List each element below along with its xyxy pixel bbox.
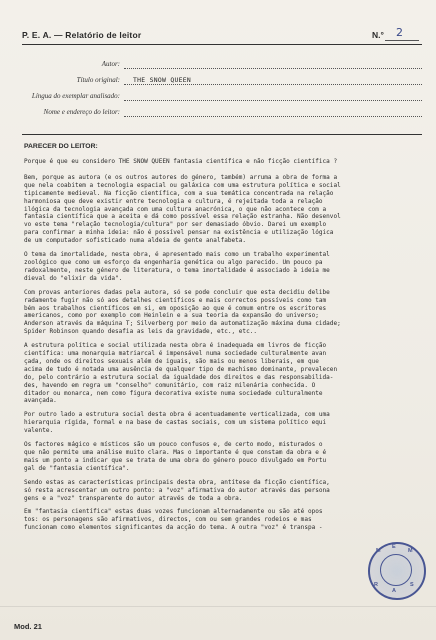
paragraph: Por outro lado a estrutura social desta obra é acentuadamente verticalizada, com uma hierarquia rígida, formal e na base de castas sociais, com um sistema político equi valente. xyxy=(24,411,330,435)
paragraph: Com provas anteriores dadas pela autora, só se pode concluir que esta decidiu delibe radamente fugir não só aos detalhes científicos e mais correctos possíveis como tam bém aos trabalhos científicos em si, em oposição ao que é comum entre os escritores americanos, como por exemplo com Heinlein e a sua teoria da expansão do universo; Anderson através da máquina T; Silverberg por meio da automatização máxima duma cidade; Spider Robinson quando desafia as leis da gravidade, etc., etc.. xyxy=(24,288,341,336)
paragraph-question: Porque é que eu considero THE SNOW QUEEN fantasia científica e não ficção científica ? xyxy=(24,158,338,165)
form-title: P. E. A. — Relatório de leitor xyxy=(22,30,142,40)
header-rule xyxy=(22,44,422,45)
paragraph: Bem, porque as autora (e os outros autores do género, também) arruma a obra de forma a que nela coabitem a tecnologia espacial ou galáxica com uma estrutura política e social tipicamente medieval. Na ficção científica, com a sua temática concentrada na relação harmoniosa que deve existir entre tecnologia e cultura, é rejeitada toda a relação ilógica da tecnologia avançada com uma cultura anacrónica, o que não acontece com a fantasia científica que a aceita e dá como possível essa relação estranha. Não desenvol vo este tema "relação tecnologia/cultura" por ser demasiado óbvio. Darei um exemplo para confirmar a minha ideia: não é possível pensar na existência e utilização lógica de um computador sofisticado numa aldeia de gente analfabeta. xyxy=(24,173,341,245)
paragraph: Em "fantasia científica" estas duas vozes funcionam alternadamente ou são até opos tos: os personagens são afirmativos, directos, com ou sem grandes rodeios e mas funcionam como elementos significantes da acção do tema. A outra "voz" é transpa - xyxy=(24,508,323,532)
paragraph: Os factores mágico e místicos são um pouco confusos e, de certo modo, misturados o que não permite uma análise muito clara. Mas o importante é que constam da obra e é mais um ponto a indicar que se trata de uma obra do género pouco divulgado em Portu gal de "fantasia científica". xyxy=(24,441,327,472)
language-line xyxy=(124,100,422,101)
stamp-inner-ring xyxy=(380,554,412,586)
number-underline xyxy=(385,40,419,41)
section-title: PARECER DO LEITOR: xyxy=(24,143,98,150)
form-model-number: Mod. 21 xyxy=(14,622,42,631)
number-value: 2 xyxy=(396,26,403,39)
author-line xyxy=(124,68,422,69)
reader-line xyxy=(124,116,422,117)
paragraph: Sendo estas as características principais desta obra, antítese da ficção científica, só resta acrescentar um outro ponto: a "voz" afirmativa do autor através das persona gens e a "voz" transparente do autor através de toda a obra. xyxy=(24,478,330,502)
stamp-seal: M E M R A S xyxy=(368,542,426,600)
language-label: Língua do exemplar analisado: xyxy=(31,92,120,100)
title-value: THE SNOW QUEEN xyxy=(133,76,192,84)
paragraph: O tema da imortalidade, nesta obra, é apresentado mais como um trabalho experimental zoológico que como um esforço da engenharia genética ou algo parecido. Um pouco pa radoxalmente, neste género de literatura, o tema imortalidade é associado à ideia me dieval do "elixir da vida". xyxy=(24,251,330,282)
author-label: Autor: xyxy=(101,60,120,68)
form-rule xyxy=(22,134,422,135)
paragraph: A estrutura política e social utilizada nesta obra é inadequada em livros de ficção científica: uma monarquia matriarcal é impensável numa sociedade culturalmente avan çada, onde os direitos sexuais além de iguais, são mais ou menos liberais, em que acima de tudo é notada uma ausência de qualquer tipo de machismo dominante, prevalecen do, pelo contrário a estrutura social da igualdade dos direitos e das responsabilida- des, havendo em regra um "conselho" comunitário, com raiz milenária conhecida. O ditador ou monarca, nem como figura decorativa existe numa sociedade culturalmente avançada. xyxy=(24,342,338,405)
number-label: N.° xyxy=(372,30,384,40)
reader-label: Nome e endereço do leitor: xyxy=(43,108,120,116)
title-label: Título original: xyxy=(76,76,120,84)
page-fold xyxy=(0,606,436,607)
report-body xyxy=(24,158,422,538)
title-line xyxy=(124,84,422,85)
